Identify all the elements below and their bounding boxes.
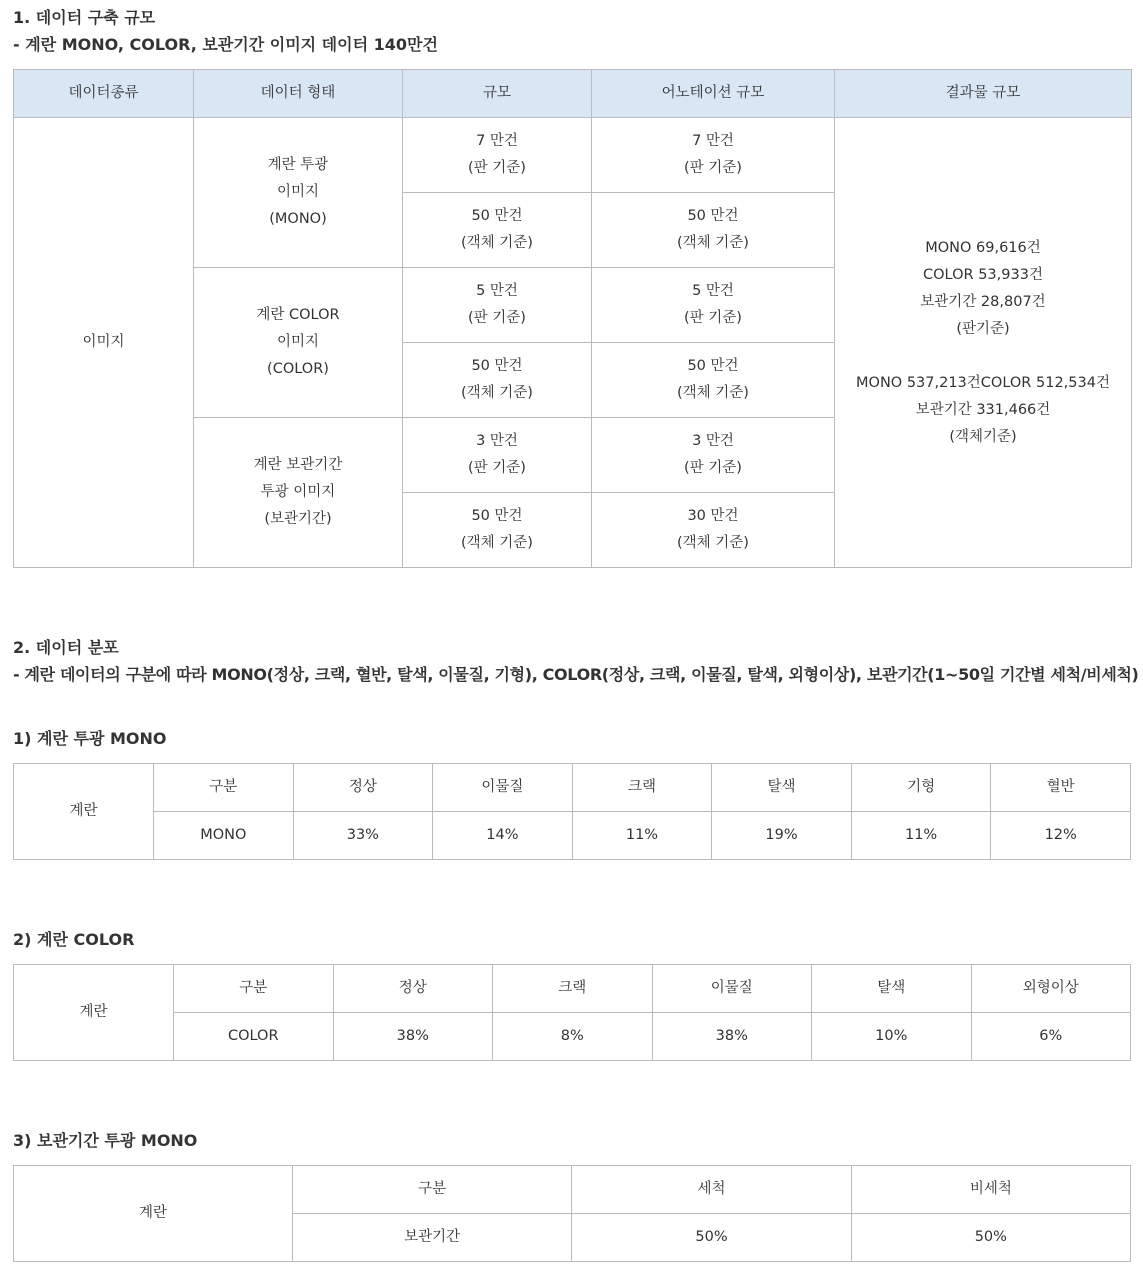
value-cell: 11% [851, 812, 991, 860]
table-row [14, 1013, 1131, 1061]
value-cell: 11% [572, 812, 712, 860]
storage-distribution-table [13, 1165, 1131, 1262]
header-label-cell: 구분 [154, 764, 294, 812]
value-cell: 38% [652, 1013, 812, 1061]
column-header: 탈색 [812, 965, 972, 1013]
section1-description: - 계란 MONO, COLOR, 보관기간 이미지 데이터 140만건 [13, 35, 438, 54]
value-cell: 50% [572, 1214, 851, 1262]
data-form-cell: 계란 COLOR 이미지 (COLOR) [194, 268, 403, 418]
row-label-cell: 계란 [14, 1166, 293, 1262]
column-header: 정상 [333, 965, 493, 1013]
scale-cell: 3 만건 (판 기준) [403, 418, 592, 493]
table-row [14, 965, 1131, 1013]
storage-heading: 3) 보관기간 투광 MONO [13, 1131, 198, 1150]
section2-heading: 2. 데이터 분포 [13, 638, 119, 657]
table-row [14, 1166, 1131, 1214]
column-header: 혈반 [991, 764, 1131, 812]
header-result-scale: 결과물 규모 [835, 70, 1132, 118]
value-cell: 10% [812, 1013, 972, 1061]
column-header: 정상 [293, 764, 433, 812]
table-header-row [14, 70, 1132, 118]
column-header: 이물질 [652, 965, 812, 1013]
annotation-cell: 7 만건 (판 기준) [592, 118, 835, 193]
scale-cell: 50 만건 (객체 기준) [403, 193, 592, 268]
row-label-cell: 계란 [14, 764, 154, 860]
column-header: 탈색 [712, 764, 852, 812]
header-scale: 규모 [403, 70, 592, 118]
mono-heading: 1) 계란 투광 MONO [13, 729, 167, 748]
value-cell: 12% [991, 812, 1131, 860]
header-annotation-scale: 어노테이션 규모 [592, 70, 835, 118]
result-scale-cell: MONO 69,616건 COLOR 53,933건 보관기간 28,807건 (판기준) MONO 537,213건COLOR 512,534건 보관기간 331,466건 (객체기준) [835, 118, 1132, 568]
scale-cell: 5 만건 (판 기준) [403, 268, 592, 343]
value-cell: 50% [851, 1214, 1130, 1262]
mono-distribution-table [13, 763, 1131, 860]
table-row [14, 812, 1131, 860]
series-name-cell: 보관기간 [293, 1214, 572, 1262]
annotation-cell: 5 만건 (판 기준) [592, 268, 835, 343]
header-data-form: 데이터 형태 [194, 70, 403, 118]
table-row [14, 118, 1132, 193]
column-header: 이물질 [433, 764, 573, 812]
color-heading: 2) 계란 COLOR [13, 930, 135, 949]
header-label-cell: 구분 [174, 965, 334, 1013]
series-name-cell: MONO [154, 812, 294, 860]
annotation-cell: 30 만건 (객체 기준) [592, 493, 835, 568]
value-cell: 33% [293, 812, 433, 860]
value-cell: 8% [493, 1013, 653, 1061]
annotation-cell: 50 만건 (객체 기준) [592, 343, 835, 418]
column-header: 기형 [851, 764, 991, 812]
color-distribution-table [13, 964, 1131, 1061]
table-row [14, 764, 1131, 812]
scale-cell: 50 만건 (객체 기준) [403, 493, 592, 568]
column-header: 크랙 [572, 764, 712, 812]
data-form-cell: 계란 투광 이미지 (MONO) [194, 118, 403, 268]
series-name-cell: COLOR [174, 1013, 334, 1061]
column-header: 세척 [572, 1166, 851, 1214]
value-cell: 14% [433, 812, 573, 860]
value-cell: 6% [971, 1013, 1131, 1061]
column-header: 외형이상 [971, 965, 1131, 1013]
row-label-cell: 계란 [14, 965, 174, 1061]
value-cell: 38% [333, 1013, 493, 1061]
column-header: 비세척 [851, 1166, 1130, 1214]
data-type-cell: 이미지 [14, 118, 194, 568]
section1-heading: 1. 데이터 구축 규모 [13, 8, 156, 27]
data-form-cell: 계란 보관기간 투광 이미지 (보관기간) [194, 418, 403, 568]
annotation-cell: 50 만건 (객체 기준) [592, 193, 835, 268]
build-scale-table [13, 69, 1132, 568]
scale-cell: 7 만건 (판 기준) [403, 118, 592, 193]
value-cell: 19% [712, 812, 852, 860]
header-label-cell: 구분 [293, 1166, 572, 1214]
scale-cell: 50 만건 (객체 기준) [403, 343, 592, 418]
header-data-type: 데이터종류 [14, 70, 194, 118]
annotation-cell: 3 만건 (판 기준) [592, 418, 835, 493]
section2-description: - 계란 데이터의 구분에 따라 MONO(정상, 크랙, 혈반, 탈색, 이물질, 기형), COLOR(정상, 크랙, 이물질, 탈색, 외형이상), 보관기간(1~50일 기간별 세척/비세척) [13, 665, 1139, 684]
column-header: 크랙 [493, 965, 653, 1013]
